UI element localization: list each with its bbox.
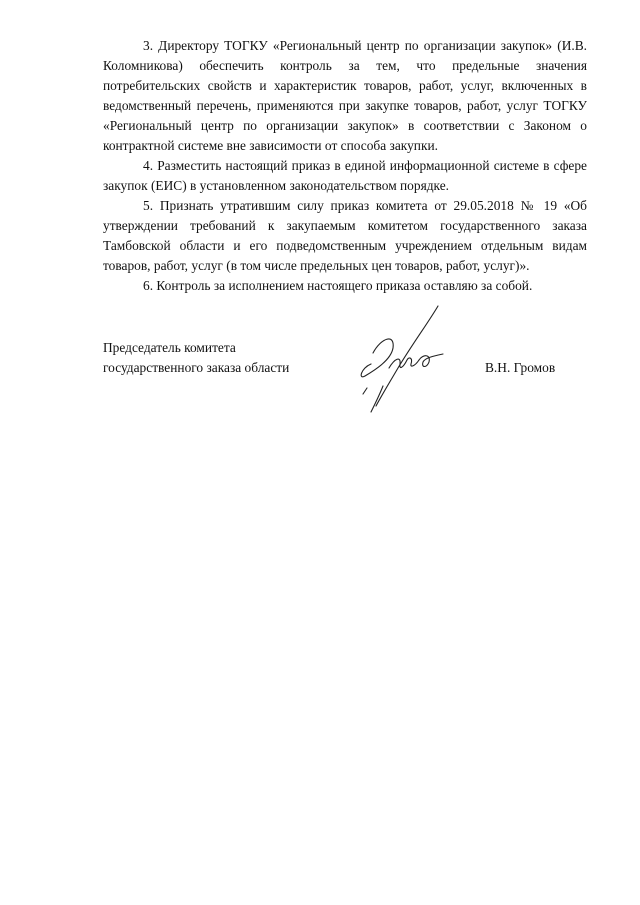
signatory-position: [103, 338, 289, 378]
signature-block: [103, 338, 587, 418]
paragraph-4: 4. Разместить настоящий приказ в единой информационной системе в сфере закупок (ЕИС) в установленном законодательством порядке.: [103, 158, 587, 193]
document-body: [103, 36, 587, 296]
paragraph-3: 3. Директору ТОГКУ «Региональный центр по организации закупок» (И.В. Коломникова) обеспечить контроль за тем, что предельные значения потребительских свойств и характеристик товаров, работ, услуг, включенных в ведомственный перечень, применяются при закупке товаров, работ, услуг ТОГКУ «Региональный центр по организации закупок» в соответствии с Законом о контрактной системе вне зависимости от способа закупки.: [103, 38, 587, 153]
paragraph-5: 5. Признать утратившим силу приказ комитета от 29.05.2018 № 19 «Об утверждении требований к закупаемым комитетом государственного заказа Тамбовской области и его подведомственным учреждением отдельным видам товаров, работ, услуг (в том числе предельных цен товаров, работ, услуг)».: [103, 198, 587, 273]
handwritten-signature: [343, 298, 453, 418]
signatory-position-line2: государственного заказа области: [103, 360, 290, 375]
signatory-name: В.Н. Громов: [485, 360, 556, 375]
paragraph-6: 6. Контроль за исполнением настоящего приказа оставляю за собой.: [143, 278, 533, 293]
signatory-position-line1: Председатель комитета: [103, 340, 236, 355]
